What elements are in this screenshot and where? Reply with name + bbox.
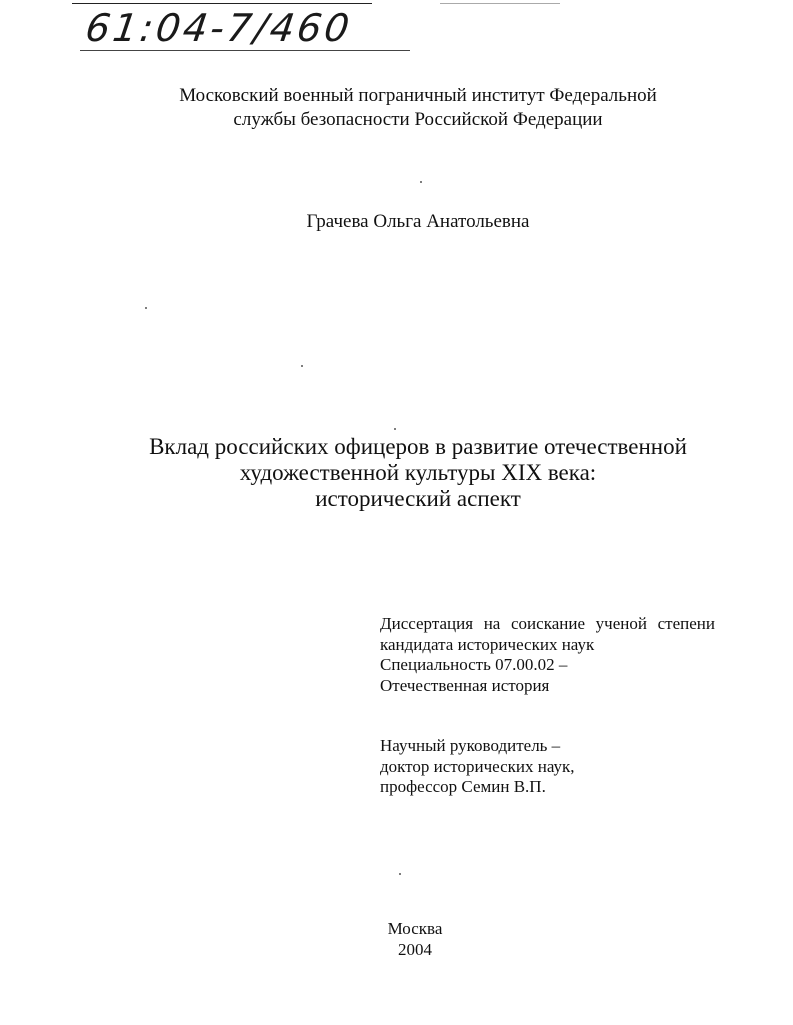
scan-speck (420, 181, 422, 183)
institution-line: службы безопасности Российской Федерации (233, 109, 603, 130)
dissertation-line: Диссертация на соискание ученой степени (380, 614, 715, 633)
supervisor-line: профессор Семин В.П. (380, 777, 546, 796)
dissertation-line: кандидата исторических наук (380, 634, 595, 654)
institution-line: Московский военный пограничный институт Федеральной (179, 85, 657, 106)
city: Москва (387, 919, 443, 938)
institution-name (0, 84, 793, 132)
title-line: исторический аспект (315, 486, 521, 511)
author-name: Грачева Ольга Анатольевна (306, 211, 530, 232)
scan-speck (301, 365, 303, 367)
scan-speck (145, 307, 147, 309)
dissertation-line: Специальность 07.00.02 – (380, 655, 568, 674)
title-line: Вклад российских офицеров в развитие отечественной (149, 434, 687, 459)
dissertation-info (380, 614, 715, 696)
dissertation-line: Отечественная история (380, 675, 550, 695)
scan-speck (394, 428, 396, 430)
dissertation-title (0, 434, 793, 512)
scan-speck (399, 873, 401, 875)
top-scan-rule-faint (440, 3, 560, 4)
supervisor-line: доктор исторических наук, (380, 756, 575, 776)
stamp-underline (80, 50, 410, 51)
top-scan-rule (72, 3, 372, 4)
supervisor-info (380, 736, 715, 798)
supervisor-line: Научный руководитель – (380, 736, 561, 755)
year: 2004 (398, 940, 432, 959)
place-and-year (0, 918, 793, 960)
title-line: художественной культуры XIX века: (239, 460, 597, 485)
archive-stamp-handwritten: 61:04-7/460 (82, 6, 355, 50)
